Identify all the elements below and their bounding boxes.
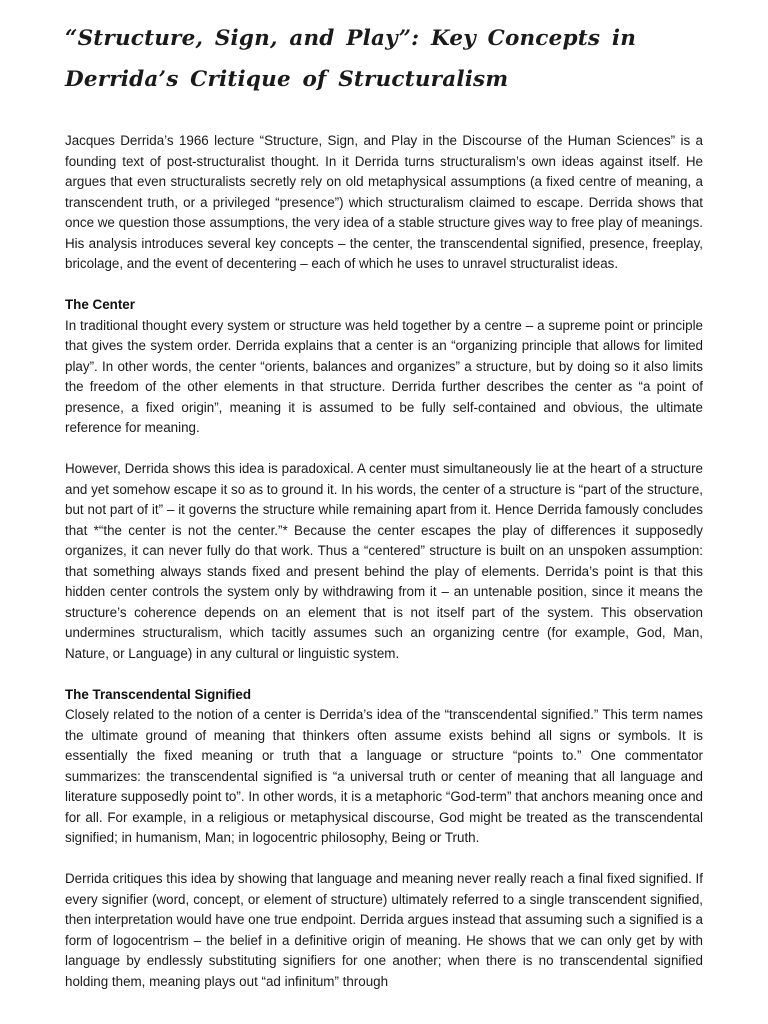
section-paragraph: However, Derrida shows this idea is paradoxical. A center must simultaneously lie at the heart of a structure and yet somehow escape it so as to ground it. In his words, the center of a structure is “part of the structure, but not part of it” – it governs the structure while remaining apart from it. Hence Derrida famously concludes that *“the center is not the center.”* Because the center escapes the play of differences it supposedly organizes, it can never fully do that work. Thus a “centered” structure is built on an unspoken assumption: that something always stands fixed and present behind the play of elements. Derrida’s point is that this hidden center controls the system only by withdrawing from it – an untenable position, since it means the structure’s coherence depends on an element that is not itself part of the system. This observation undermines structuralism, which tacitly assumes such an organizing centre (for example, God, Man, Nature, or Language) in any cultural or linguistic system. xyxy=(65,461,703,661)
intro-paragraph: Jacques Derrida’s 1966 lecture “Structure, Sign, and Play in the Discourse of the Human Sciences” is a founding text of post-structuralist thought. In it Derrida turns structuralism’s own ideas against itself. He argues that even structuralists secretly rely on old metaphysical assumptions (a fixed centre of meaning, a transcendent truth, or a privileged “presence”) which structuralism claimed to escape. Derrida shows that once we question those assumptions, the very idea of a stable structure gives way to free play of meanings. His analysis introduces several key concepts – the center, the transcendental signified, presence, freeplay, bricolage, and the event of decentering – each of which he uses to unravel structuralist ideas. xyxy=(65,133,703,271)
section-heading: The Center xyxy=(65,297,135,312)
document-title: “Structure, Sign, and Play”: Key Concepts in Derrida’s Critique of Structuralism xyxy=(65,26,637,92)
section-the-center xyxy=(65,295,703,664)
section-heading: The Transcendental Signified xyxy=(65,686,252,702)
section-transcendental-signified xyxy=(65,685,703,993)
section-paragraph: In traditional thought every system or structure was held together by a centre – a supreme point or principle that gives the system order. Derrida explains that a center is an “organizing principle that allows for limited play”. In other words, the center “orients, balances and organizes” a structure, but by doing so it also limits the freedom of the other elements in that structure. Derrida further describes the center as “a point of presence, a fixed origin”, meaning it is assumed to be fully self-contained and obvious, the ultimate reference for meaning. xyxy=(65,317,703,435)
section-paragraph: Derrida critiques this idea by showing that language and meaning never really reach a final fixed signified. If every signifier (word, concept, or element of structure) ultimately referred to a single transcendent signified, then interpretation would have one true endpoint. Derrida argues instead that assuming such a signified is a form of logocentrism – the belief in a definitive origin of meaning. He shows that we can only get by with language by endlessly substituting signifiers for one another; when there is no transcendental signified holding them, meaning plays out “ad infinitum” through xyxy=(65,871,703,989)
section-paragraph: Closely related to the notion of a center is Derrida’s idea of the “transcendental signified.” This term names the ultimate ground of meaning that thinkers often assume exists behind all signs or symbols. It is essentially the fixed meaning or truth that a language or structure “points to.” One commentator summarizes: the transcendental signified is “a universal truth or center of meaning that all language and literature supposedly point to”. In other words, it is a metaphoric “God-term” that anchors meaning once and for all. For example, in a religious or metaphysical discourse, God might be treated as the transcendental signified; in humanism, Man; in logocentric philosophy, Being or Truth. xyxy=(65,707,703,845)
document-page xyxy=(65,18,703,1013)
